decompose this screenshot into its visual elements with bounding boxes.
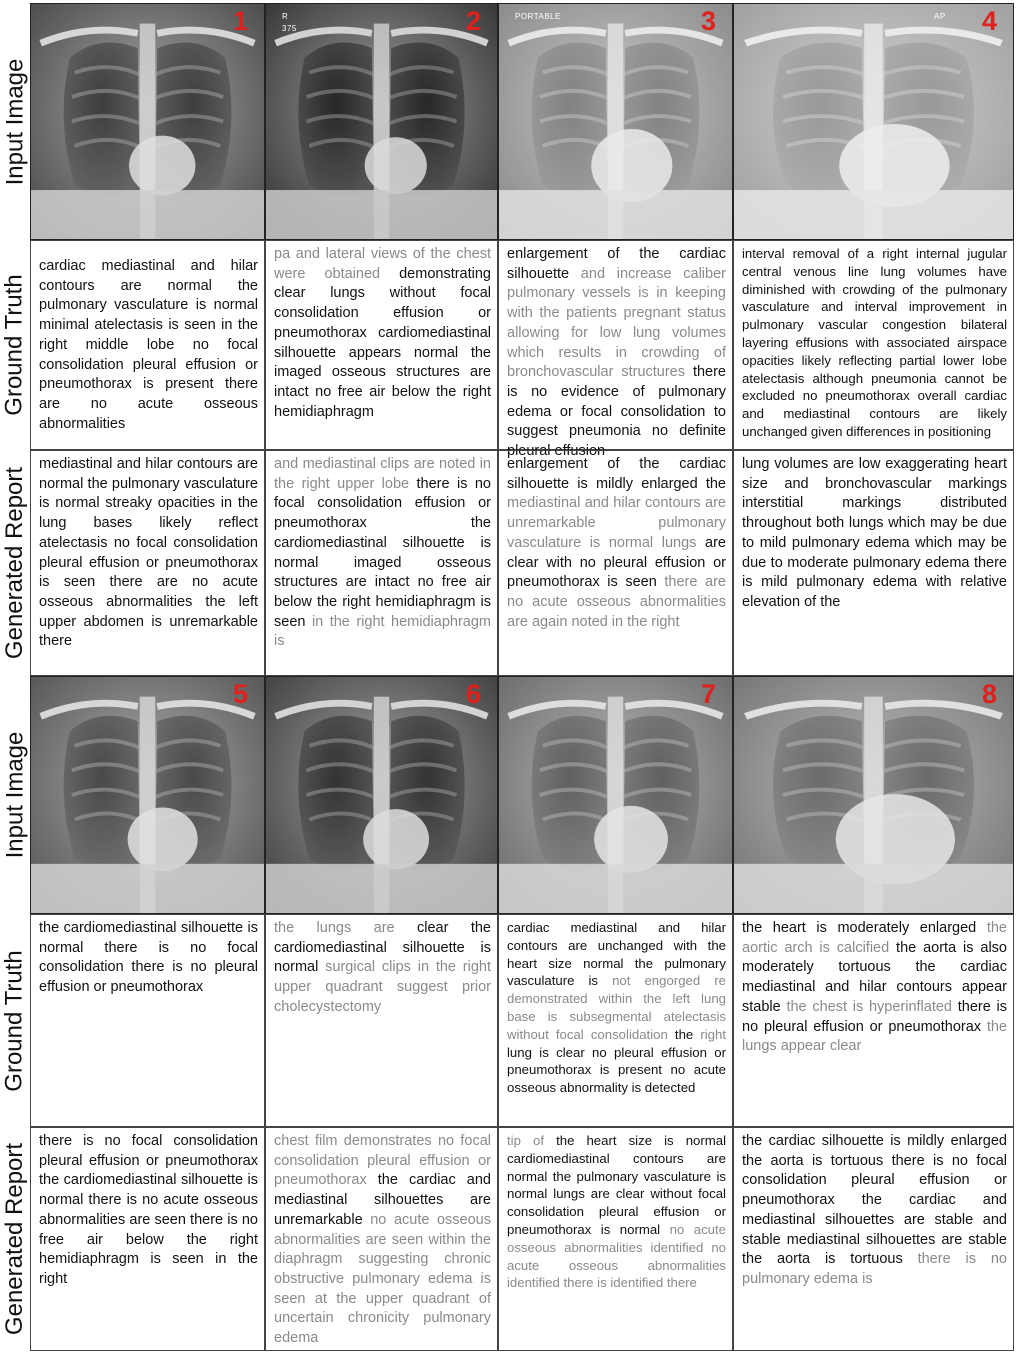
ground-truth-report-8 (733, 914, 1014, 1127)
generated-report-5 (30, 1127, 265, 1351)
row-label-ground-truth-bottom: Ground Truth (1, 949, 29, 1092)
matched-text-segment: lung is clear no pleural effusion or pneumothorax is present no acute osseous abnormality is detected (507, 1044, 726, 1096)
unmatched-text-segment: the lungs appear clear (742, 1018, 1008, 1055)
unmatched-text-segment: chest film demonstrates no focal consolidation pleural effusion or pneumothorax (274, 1133, 491, 1189)
generated-report-4 (733, 450, 1014, 676)
xray-image-4 (733, 3, 1014, 240)
image-marker-text: R (282, 12, 289, 21)
ground-truth-report-1 (30, 240, 265, 450)
case-number-label: 7 (700, 679, 716, 709)
generated-report-3 (498, 450, 733, 676)
matched-text-segment: the aorta is also moderately tortuous the cardiac mediastinal and hilar contours appear stable (742, 939, 1007, 1015)
matched-text-segment: demonstrating clear lungs without focal consolidation effusion or pneumothorax cardiomediastinal silhouette appears normal the imaged osseous structures are intact no free air below the right hemidiaphragm (274, 265, 491, 420)
ground-truth-report-2 (265, 240, 498, 450)
matched-text-segment: enlargement of the cardiac silhouette is mildly enlarged the (507, 456, 726, 492)
unmatched-text-segment: the aortic arch is calcified (742, 920, 1007, 956)
image-marker-text: PORTABLE (515, 12, 561, 21)
matched-text-segment: interval removal of a right internal jugular central venous line lung volumes have diminished with crowding of the pulmonary vasculature and interval improvement in pulmonary vascular congestion bilateral layering effusions with associated airspace opacities likely reflecting partial lower lobe atelectasis although pneumonia cannot be excluded no pneumothorax overall cardiac and mediastinal contours are likely unchanged given differences in positioning (742, 246, 1007, 439)
unmatched-text-segment: pa and lateral views of the chest were obtained (274, 246, 491, 282)
unmatched-text-segment: right (693, 1026, 726, 1042)
ground-truth-report-6 (265, 914, 498, 1127)
unmatched-text-segment: surgical clips in the right upper quadrant suggest prior cholecystectomy (274, 959, 491, 1015)
ground-truth-report-3 (498, 240, 733, 460)
matched-text-segment: seen (274, 613, 306, 630)
row-label-generated-report-bottom: Generated Report (1, 1142, 28, 1336)
unmatched-text-segment: and increase caliber pulmonary vessels is in keeping with the patients pregnant status allowing for low lung volumes which results in crowding of bronchovascular structures (507, 265, 726, 381)
unmatched-text-segment: no acute osseous abnormalities are seen within the diaphragm suggesting chronic obstructive pulmonary edema is seen at the upper quadrant of uncertain chronicity pulmonary edema (274, 1211, 491, 1347)
image-marker-text: AP (934, 12, 946, 21)
case-number-label: 1 (232, 6, 248, 36)
generated-report-7 (498, 1127, 733, 1351)
matched-text-segment: there is no evidence of pulmonary edema or focal consolidation to suggest pneumonia no definite pleural effusion (507, 364, 726, 460)
matched-text-segment: cardiac mediastinal and hilar contours are unchanged with the heart size normal the pulmonary vasculature is (507, 920, 726, 989)
row-label-input-image-top: Input Image (1, 58, 28, 185)
unmatched-text-segment: and mediastinal clips are noted in the right upper lobe (274, 456, 491, 492)
unmatched-text-segment: there is no pulmonary edema is (742, 1251, 1007, 1287)
matched-text-segment: the heart is moderately enlarged (742, 920, 977, 936)
generated-report-1 (30, 450, 265, 676)
xray-image-6 (265, 676, 498, 914)
row-label-input-image-bottom: Input Image (1, 731, 28, 859)
unmatched-text-segment: mediastinal and hilar contours are unremarkable pulmonary vasculature is normal lungs (507, 495, 726, 551)
image-marker-text: 375 (282, 24, 297, 33)
xray-image-8 (733, 676, 1014, 914)
unmatched-text-segment: no acute osseous abnormalities identified no acute osseous abnormalities identified there is identified there (507, 1221, 726, 1291)
case-number-label: 3 (700, 6, 716, 36)
matched-text-segment: the heart size is normal cardiomediastinal contours are normal the pulmonary vasculature is normal lungs are clear without focal consolidation pleural effusion or pneumothorax is normal (507, 1133, 727, 1237)
generated-report-6 (265, 1127, 498, 1351)
unmatched-text-segment: there are no acute osseous abnormalities are again noted in the right (507, 574, 726, 630)
row-label-ground-truth-top: Ground Truth (1, 274, 29, 416)
case-number-label: 4 (981, 6, 997, 36)
case-number-label: 8 (981, 679, 997, 709)
matched-text-segment: the (667, 1026, 694, 1042)
xray-image-1 (30, 3, 265, 240)
unmatched-text-segment: tip of (507, 1133, 544, 1148)
xray-image-3 (498, 3, 733, 240)
matched-text-segment: enlargement of the cardiac silhouette (507, 246, 726, 282)
case-number-label: 5 (232, 679, 248, 709)
generated-report-8 (733, 1127, 1014, 1351)
matched-text-segment: are clear with no pleural effusion or pneumothorax is seen (507, 534, 726, 591)
matched-text-segment: there is no pleural effusion or pneumothorax (742, 998, 1007, 1035)
matched-text-segment: clear the cardiomediastinal silhouette is normal (274, 920, 491, 976)
matched-text-segment: the cardiomediastinal silhouette is normal there is no focal consolidation there is no pleural effusion or pneumothorax (39, 920, 258, 996)
xray-image-5 (30, 676, 265, 914)
case-number-label: 6 (465, 679, 481, 709)
matched-text-segment: cardiac mediastinal and hilar contours are normal the pulmonary vasculature is normal minimal atelectasis is seen in the right middle lobe no focal consolidation pleural effusion or pneumothorax is present there are no acute osseous abnormalities (39, 258, 258, 432)
unmatched-text-segment: not engorged re demonstrated within the left lung base is subsegmental atelectasis without focal consolidation (507, 973, 726, 1042)
matched-text-segment: there is no focal consolidation effusion or pneumothorax the cardiomediastinal silhouette is normal imaged osseous structures are intact no free air below the right hemidiaphragm is (274, 475, 491, 610)
matched-text-segment: the cardiac and mediastinal silhouettes are unremarkable (274, 1172, 491, 1228)
unmatched-text-segment: the chest is hyperinflated (780, 998, 952, 1015)
ground-truth-report-5 (30, 914, 265, 1127)
case-number-label: 2 (465, 6, 481, 36)
row-label-generated-report-top: Generated Report (1, 466, 28, 660)
ground-truth-report-7 (498, 914, 733, 1127)
unmatched-text-segment: the lungs are (274, 920, 395, 936)
xray-image-2 (265, 3, 498, 240)
unmatched-text-segment: in the right hemidiaphragm is (274, 613, 491, 650)
ground-truth-report-4 (733, 240, 1014, 450)
xray-image-7 (498, 676, 733, 914)
matched-text-segment: lung volumes are low exaggerating heart size and bronchovascular markings interstitial markings distributed throughout both lungs which may be due to mild pulmonary edema which may be due to moderate pulmonary edema there is mild pulmonary edema with relative elevation of the (742, 456, 1007, 610)
matched-text-segment: mediastinal and hilar contours are normal the pulmonary vasculature is normal streaky opacities in the lung bases likely reflect atelectasis no focal consolidation pleural effusion or pneumothorax is seen there are no acute osseous abnormalities the left upper abdomen is unremarkable there (39, 456, 258, 650)
matched-text-segment: there is no focal consolidation pleural effusion or pneumothorax the cardiomediastinal silhouette is normal there is no acute osseous abnormalities are seen there is no free air below the right hemidiaphragm is seen in the right (39, 1133, 258, 1287)
matched-text-segment: the cardiac silhouette is mildly enlarged the aorta is tortuous there is no focal consolidation pleural effusion or pneumothorax the cardiac and mediastinal silhouettes are stable and stable mediastinal silhouettes are stable the aorta is tortuous (742, 1133, 1007, 1268)
generated-report-2 (265, 450, 498, 676)
